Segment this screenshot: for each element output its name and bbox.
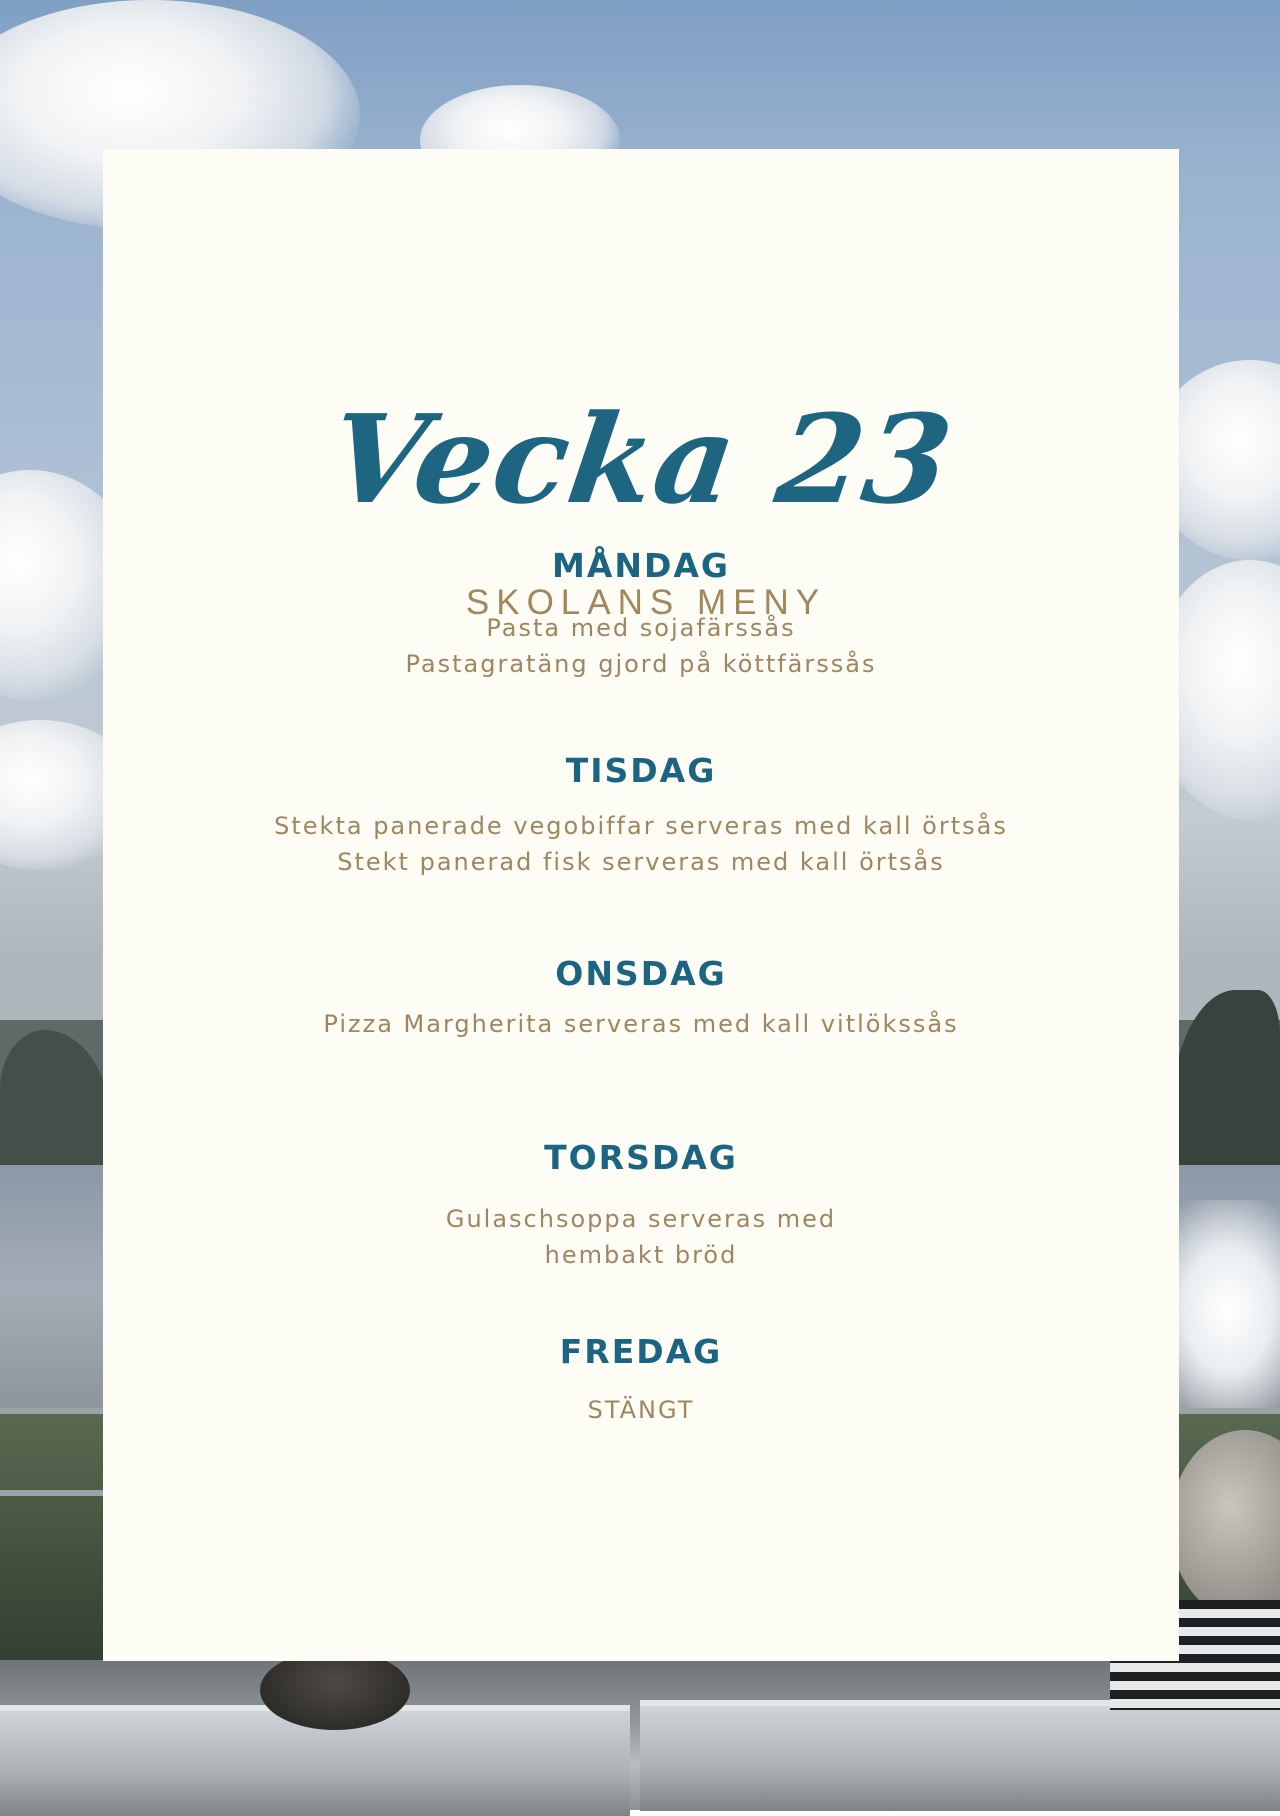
day-heading-tuesday: TISDAG [565,751,717,790]
person-head [260,1650,410,1730]
menu-card [103,149,1179,1661]
dish-line: Pasta med sojafärssås [486,614,796,642]
dish-line: Stekt panerad fisk serveras med kall örtsås [337,848,945,876]
day-heading-monday: MÅNDAG [551,546,730,585]
dish-line: Pizza Margherita serveras med kall vitlökssås [323,1010,959,1038]
dish-line: hembakt bröd [544,1241,738,1269]
bench-right [640,1700,1280,1811]
dish-line: Pastagratäng gjord på köttfärssås [405,650,877,678]
day-heading-wednesday: ONSDAG [555,954,727,993]
dish-line: Stekta panerade vegobiffar serveras med kall örtsås [274,812,1008,840]
dish-line: STÄNGT [587,1396,695,1424]
menu-subtitle: SKOLANS MENY [465,583,827,622]
dish-line: Gulaschsoppa serveras med [445,1205,837,1233]
menu-title: Vecka 23 [321,387,961,531]
day-heading-thursday: TORSDAG [544,1138,738,1177]
day-heading-friday: FREDAG [559,1332,723,1371]
